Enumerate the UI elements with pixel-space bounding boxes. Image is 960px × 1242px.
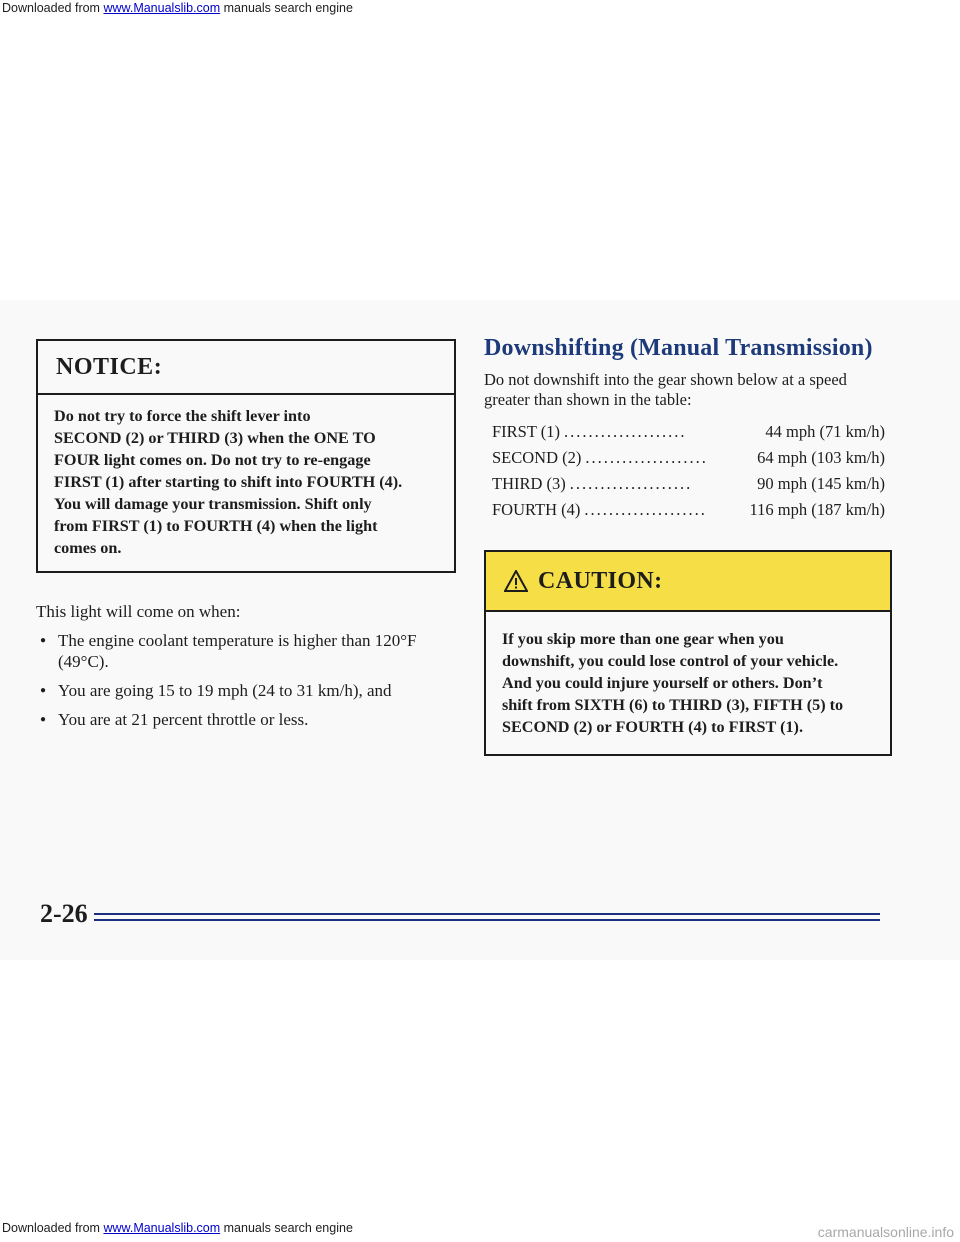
banner-prefix: Downloaded from: [2, 1, 104, 15]
speed-table: [492, 419, 885, 523]
caution-body: [486, 612, 890, 754]
bullet-icon: ●: [40, 635, 47, 646]
notice-box: [36, 339, 456, 573]
notice-header: [38, 341, 454, 395]
notice-line: FIRST (1) after starting to shift into FOURTH (4).: [54, 473, 403, 491]
section-heading: Downshifting (Manual Transmission): [484, 335, 873, 361]
gear-cell: FOURTH (4): [492, 500, 581, 519]
notice-body: [38, 395, 454, 571]
download-banner-top: [0, 0, 353, 22]
download-banner-bottom: [0, 1220, 353, 1242]
banner-prefix: Downloaded from: [2, 1221, 104, 1235]
caution-line: shift from SIXTH (6) to THIRD (3), FIFTH (5) to: [502, 696, 844, 714]
light-lead-text: This light will come on when:: [36, 602, 241, 621]
caution-header: [486, 552, 890, 612]
downshift-intro: Do not downshift into the gear shown below at a speed greater than shown in the table:: [484, 370, 847, 409]
notice-title: NOTICE:: [56, 353, 163, 380]
leader-dots: ....................: [564, 422, 687, 441]
left-column: [36, 339, 456, 738]
notice-line: comes on.: [54, 539, 122, 557]
watermark: carmanualsonline.info: [817, 1224, 954, 1240]
warning-triangle-icon: [504, 570, 528, 592]
gear-cell: FIRST (1): [492, 422, 560, 441]
gear-cell: SECOND (2): [492, 448, 582, 467]
manualslib-link[interactable]: www.Manualslib.com: [103, 1, 221, 15]
page-footer: [40, 894, 880, 934]
footer-rule: [94, 913, 880, 921]
notice-line: You will damage your transmission. Shift only: [54, 495, 372, 513]
speed-cell: 90 mph (145 km/h): [757, 474, 885, 493]
speed-cell: 44 mph (71 km/h): [765, 422, 885, 441]
caution-box: [484, 550, 892, 756]
right-column: [484, 335, 894, 756]
caution-line: And you could injure yourself or others. Don’t: [502, 674, 823, 692]
list-item-text: You are going 15 to 19 mph (24 to 31 km/h), and: [58, 681, 392, 700]
list-item: [36, 680, 456, 701]
speed-cell: 116 mph (187 km/h): [749, 500, 885, 519]
list-item-text: The engine coolant temperature is higher than 120°F (49°C).: [58, 631, 417, 671]
notice-line: Do not try to force the shift lever into: [54, 407, 311, 425]
table-row: [492, 419, 885, 445]
speed-cell: 64 mph (103 km/h): [757, 448, 885, 467]
leader-dots: ....................: [584, 500, 707, 519]
notice-line: from FIRST (1) to FOURTH (4) when the light: [54, 517, 378, 535]
caution-line: downshift, you could lose control of your vehicle.: [502, 652, 839, 670]
caution-title: CAUTION:: [538, 567, 663, 594]
table-row: [492, 497, 885, 523]
bullet-icon: ●: [40, 714, 47, 725]
leader-dots: ....................: [585, 448, 708, 467]
list-item: [36, 630, 456, 672]
manualslib-link[interactable]: www.Manualslib.com: [103, 1221, 221, 1235]
caution-line: SECOND (2) or FOURTH (4) to FIRST (1).: [502, 718, 803, 736]
banner-suffix: manuals search engine: [220, 1, 353, 15]
gear-cell: THIRD (3): [492, 474, 566, 493]
list-item-text: You are at 21 percent throttle or less.: [58, 710, 309, 729]
notice-line: SECOND (2) or THIRD (3) when the ONE TO: [54, 429, 376, 447]
light-conditions-list: [36, 630, 456, 730]
bullet-icon: ●: [40, 685, 47, 696]
list-item: [36, 709, 456, 730]
table-row: [492, 445, 885, 471]
leader-dots: ....................: [569, 474, 693, 493]
notice-line: FOUR light comes on. Do not try to re-engage: [54, 451, 371, 469]
banner-suffix: manuals search engine: [220, 1221, 353, 1235]
table-row: [492, 471, 885, 497]
caution-line: If you skip more than one gear when you: [502, 630, 784, 648]
page-number: 2-26: [40, 899, 88, 928]
